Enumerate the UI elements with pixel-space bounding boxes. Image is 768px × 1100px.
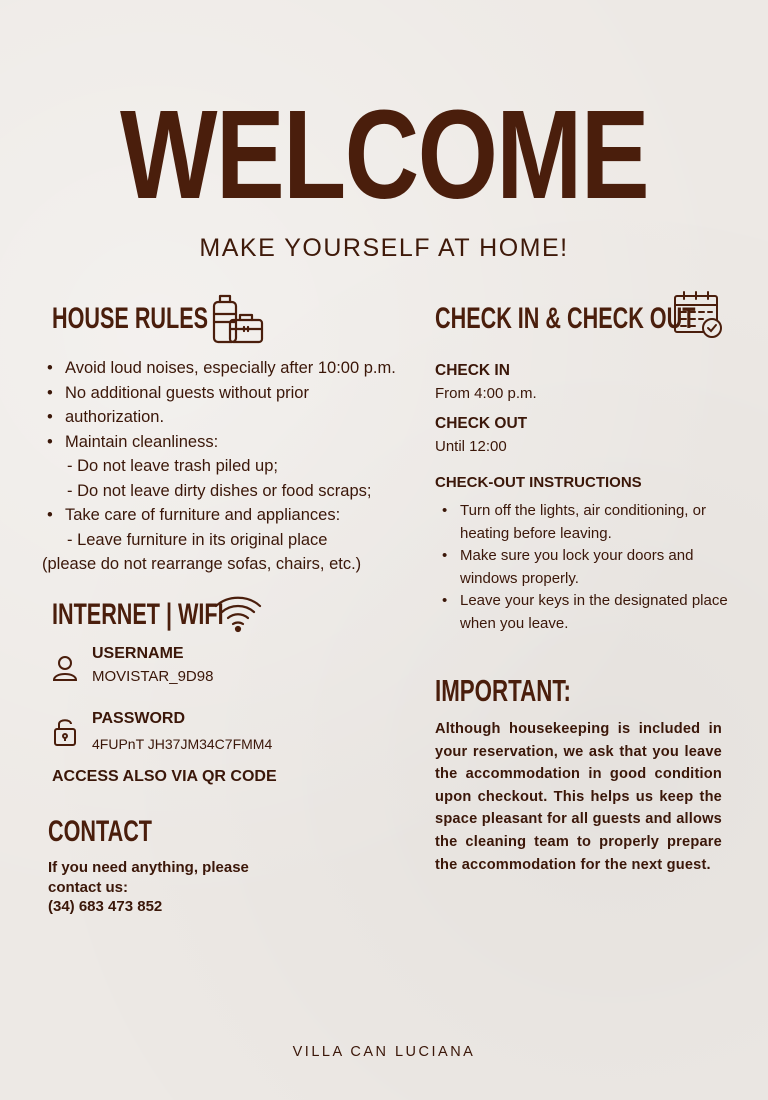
contact-line: If you need anything, please [48, 859, 249, 876]
qr-note: ACCESS ALSO VIA QR CODE [52, 768, 277, 785]
contact-text [48, 858, 298, 917]
list-item-continuation: • authorization. [42, 405, 422, 430]
luggage-icon [210, 292, 266, 346]
wifi-icon [213, 593, 263, 633]
checkin-label: CHECK IN [435, 362, 510, 379]
footer-villa-name: VILLA CAN LUCIANA [292, 1044, 476, 1060]
welcome-title: WELCOME [119, 84, 649, 225]
contact-heading: CONTACT [48, 815, 152, 848]
house-rules-heading: HOUSE RULES [52, 302, 209, 335]
checkin-value: From 4:00 p.m. [435, 385, 537, 402]
list-item: • Leave your keys in the designated place when you leave. [440, 590, 730, 635]
list-item: • Take care of furniture and appliances: [42, 503, 422, 528]
calendar-check-icon [672, 289, 724, 339]
list-subitem: - Do not leave dirty dishes or food scraps; [67, 481, 372, 500]
list-note: (please do not rearrange sofas, chairs, etc.) [42, 555, 362, 573]
wifi-heading: INTERNET | WIFI [52, 598, 224, 631]
checkin-heading: CHECK IN & CHECK OUT [435, 302, 696, 335]
unlock-icon [53, 716, 77, 748]
list-item: • Turn off the lights, air conditioning, or heating before leaving. [440, 500, 730, 545]
password-value: 4FUPnT JH37JM34C7FMM4 [92, 736, 273, 752]
checkout-label: CHECK OUT [435, 415, 528, 432]
username-value: MOVISTAR_9D98 [92, 668, 214, 685]
password-label: PASSWORD [92, 710, 186, 727]
house-rules-list [42, 356, 422, 577]
username-label: USERNAME [92, 645, 184, 662]
checkout-instructions-list [440, 500, 730, 635]
subtitle: MAKE YOURSELF AT HOME! [199, 234, 569, 262]
list-item: • No additional guests without prior [42, 381, 422, 406]
instructions-label: CHECK-OUT INSTRUCTIONS [435, 474, 642, 491]
list-subitem: - Leave furniture in its original place [67, 530, 328, 549]
checkout-value: Until 12:00 [435, 438, 507, 455]
contact-line: contact us: [48, 878, 129, 896]
contact-phone: (34) 683 473 852 [48, 898, 163, 915]
list-item: • Make sure you lock your doors and windows properly. [440, 545, 730, 590]
list-item: • Maintain cleanliness: [42, 430, 422, 455]
list-item: • Avoid loud noises, especially after 10:00 p.m. [42, 356, 422, 381]
user-icon [52, 654, 78, 682]
list-subitem: - Do not leave trash piled up; [67, 457, 278, 475]
important-text: Although housekeeping is included in your reservation, we ask that you leave the accommodation in good condition upon checkout. This helps us keep the space pleasant for all guests and allows the cleaning team to properly prepare the accommodation for the next guest. [435, 721, 722, 873]
important-heading: IMPORTANT: [435, 673, 571, 708]
